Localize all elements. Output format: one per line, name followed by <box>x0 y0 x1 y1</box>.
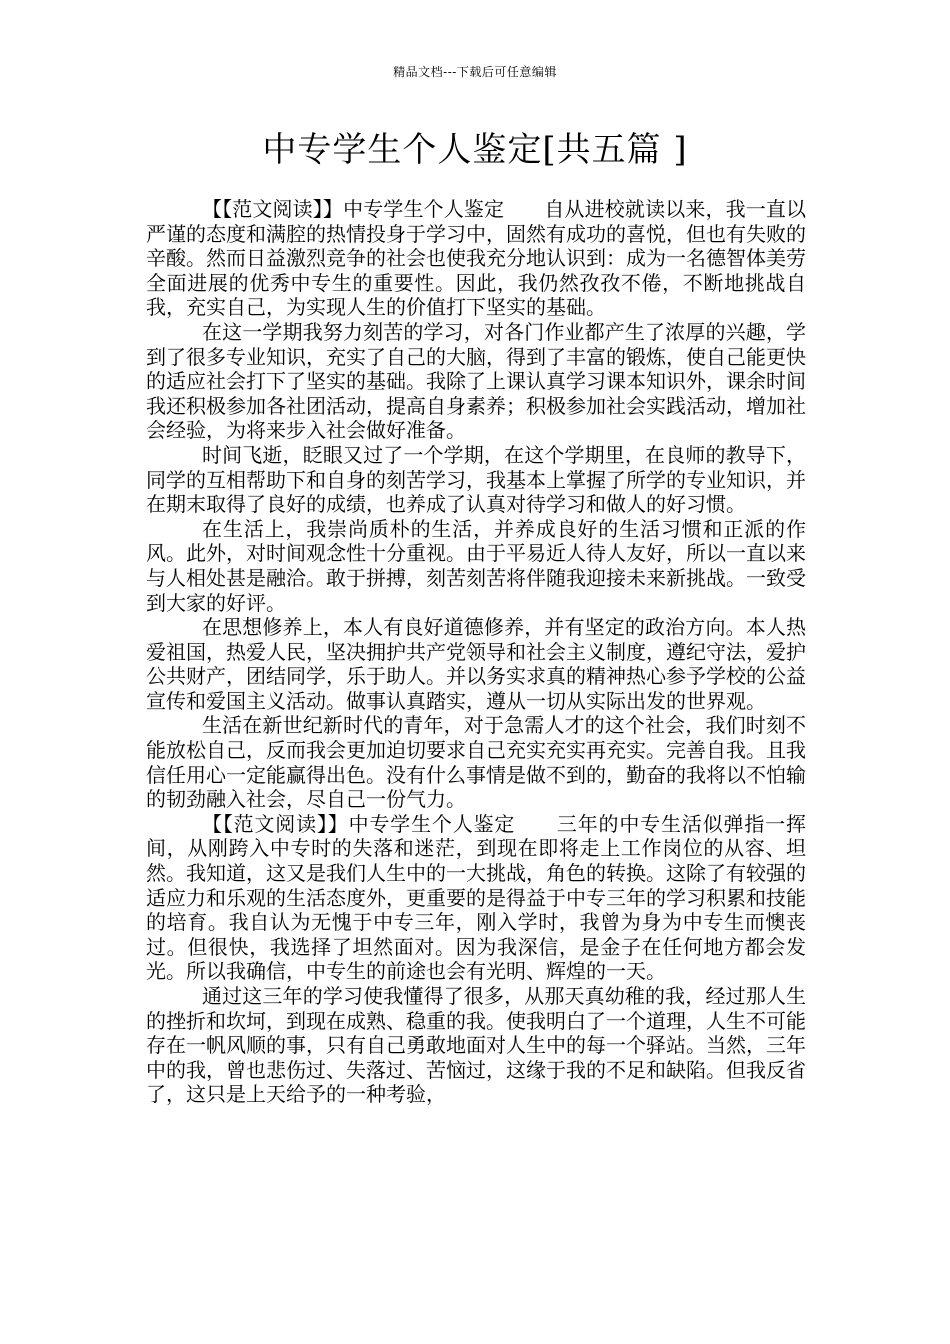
paragraph-3: 时间飞逝，眨眼又过了一个学期，在这个学期里，在良师的教导下，同学的互相帮助下和自身的刻苦学习，我基本上掌握了所学的专业知识，并在期末取得了良好的成绩，也养成了认真对待学习和做人的好习惯。 <box>146 442 806 517</box>
paragraph-4: 在生活上，我崇尚质朴的生活，并养成良好的生活习惯和正派的作风。此外，对时间观念性十分重视。由于平易近人待人友好，所以一直以来与人相处甚是融洽。敢于拼搏，刻苦刻苦将伴随我迎接未来新挑战。一致受到大家的好评。 <box>146 516 806 615</box>
paragraph-7: 【【范文阅读】】中专学生个人鉴定 三年的中专生活似弹指一挥间，从刚跨入中专时的失落和迷茫，到现在即将走上工作岗位的从容、坦然。我知道，这又是我们人生中的一大挑战，角色的转换。这除了有较强的适应力和乐观的生活态度外，更重要的是得益于中专三年的学习积累和技能的培育。我自认为无愧于中专三年，刚入学时，我曾为身为中专生而懊丧过。但很快，我选择了坦然面对。因为我深信，是金子在任何地方都会发光。所以我确信，中专生的前途也会有光明、辉煌的一天。 <box>146 811 806 984</box>
paragraph-8: 通过这三年的学习使我懂得了很多，从那天真幼稚的我，经过那人生的挫折和坎坷，到现在成熟、稳重的我。使我明白了一个道理，人生不可能存在一帆风顺的事，只有自己勇敢地面对人生中的每一个驿站。当然，三年中的我，曾也悲伤过、失落过、苦恼过，这缘于我的不足和缺陷。但我反省了，这只是上天给予的一种考验， <box>146 984 806 1107</box>
paragraph-6: 生活在新世纪新时代的青年，对于急需人才的这个社会，我们时刻不能放松自己，反而我会更加迫切要求自己充实充实再充实。完善自我。且我信任用心一定能赢得出色。没有什么事情是做不到的，勤奋的我将以不怕输的韧劲融入社会，尽自己一份气力。 <box>146 713 806 812</box>
paragraph-5: 在思想修养上，本人有良好道德修养，并有坚定的政治方向。本人热爱祖国，热爱人民，坚决拥护共产党领导和社会主义制度，遵纪守法，爱护公共财产，团结同学，乐于助人。并以务实求真的精神热心参予学校的公益宣传和爱国主义活动。做事认真踏实，遵从一切从实际出发的世界观。 <box>146 615 806 713</box>
paragraph-2: 在这一学期我努力刻苦的学习，对各门作业都产生了浓厚的兴趣，学到了很多专业知识，充实了自己的大脑，得到了丰富的锻炼，使自己能更快的适应社会打下了坚实的基础。我除了上课认真学习课本知识外，课余时间我还积极参加各社团活动，提高自身素养；积极参加社会实践活动，增加社会经验，为将来步入社会做好准备。 <box>146 319 806 443</box>
document-body <box>146 197 806 1107</box>
page-header: 精品文档---下载后可任意编辑 <box>393 65 557 79</box>
document-title: 中专学生个人鉴定[共五篇 ] <box>262 130 688 170</box>
paragraph-1: 【【范文阅读】】中专学生个人鉴定 自从进校就读以来，我一直以严谨的态度和满腔的热情投身于学习中，固然有成功的喜悦，但也有失败的辛酸。然而日益激烈竞争的社会也使我充分地认识到：成为一名德智体美劳全面进展的优秀中专生的重要性。因此，我仍然孜孜不倦，不断地挑战自我，充实自己，为实现人生的价值打下坚实的基础。 <box>146 197 806 320</box>
